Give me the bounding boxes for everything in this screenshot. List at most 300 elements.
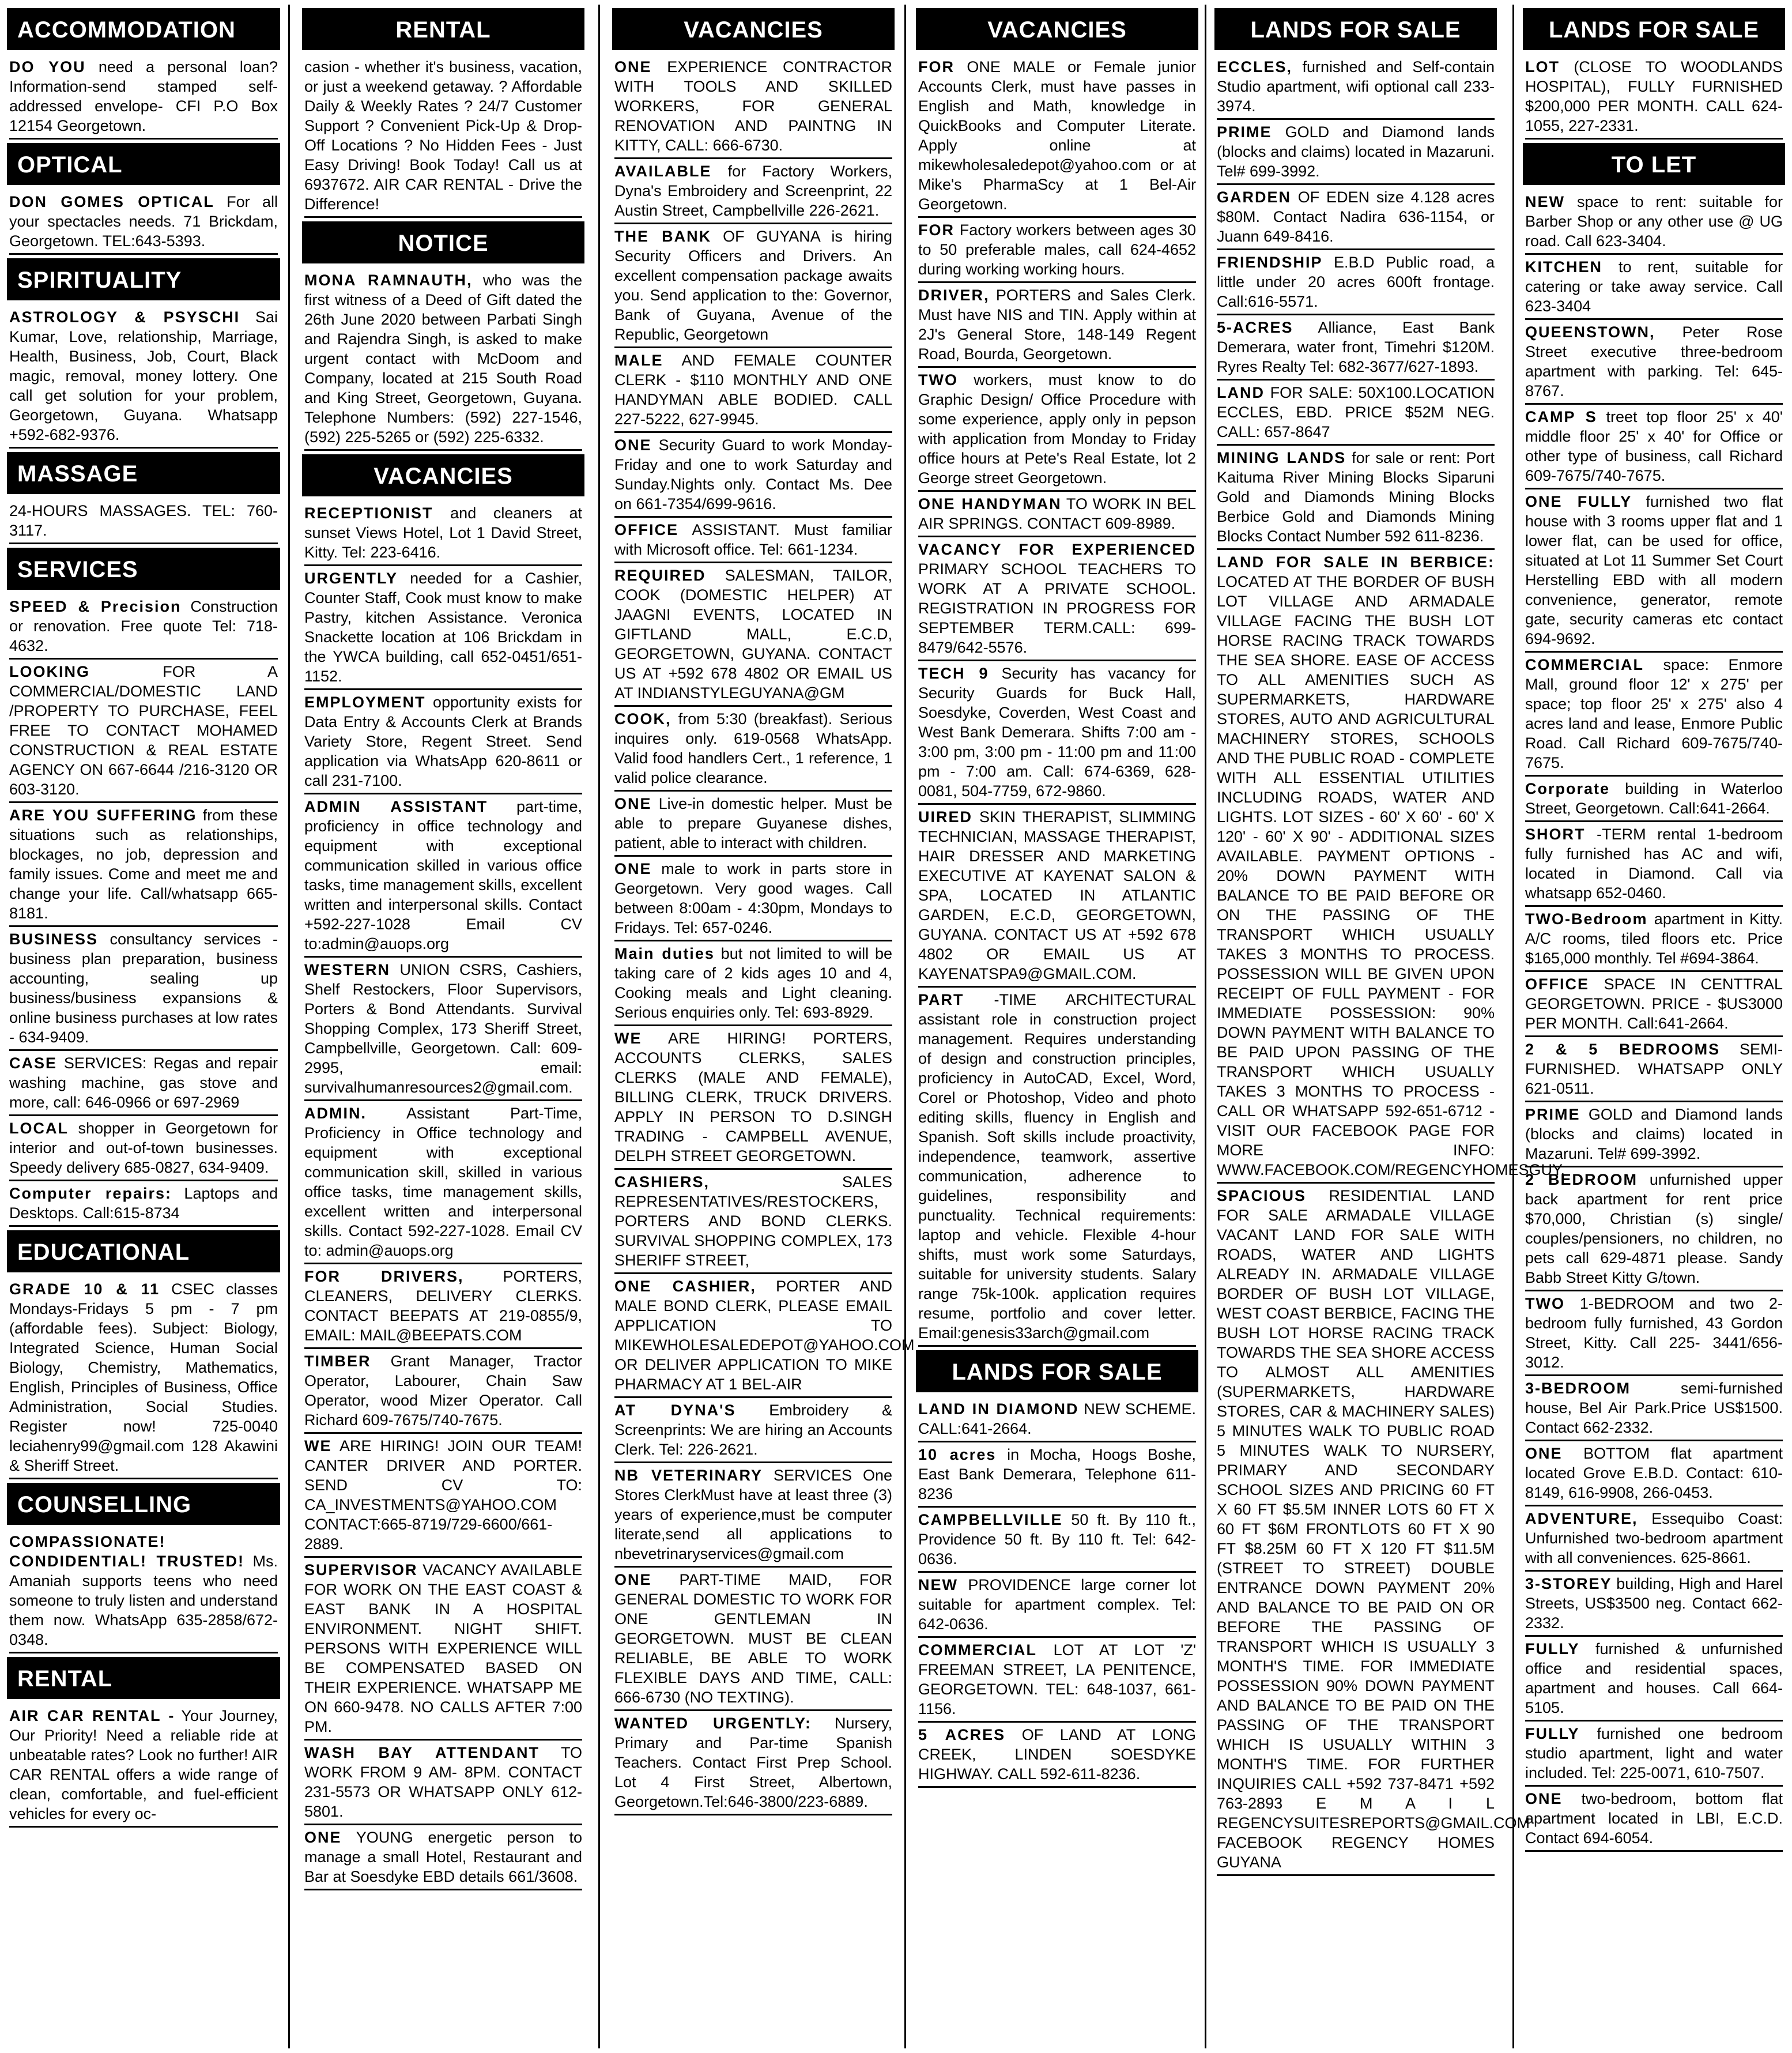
column-2 — [302, 5, 584, 1890]
classified-ad — [1217, 120, 1495, 185]
section-header: TO LET — [1523, 143, 1785, 185]
classified-ad — [1525, 972, 1783, 1037]
classified-ad — [918, 1723, 1196, 1788]
classified-ad — [304, 55, 582, 218]
column-rule — [904, 5, 906, 2048]
ad-text: but not limited to will be taking care of 2 kids ages 10 and 4, Cooking meals and Light cleaning. Serious enquiries only. Tel: 693-8929. — [614, 945, 893, 1021]
classified-ad — [304, 690, 582, 794]
ad-text: Embroidery & Screenprints: We are hiring an Accounts Clerk. Tel: 226-2621. — [614, 1402, 892, 1458]
classified-ad — [614, 1568, 892, 1711]
ad-lead: SHORT — [1525, 826, 1586, 843]
ad-lead: ADMIN. — [304, 1105, 367, 1122]
ad-text: casion - whether it's business, vacation, or just a weekend getaway. ? Affordable Daily & Weekly Rates ? 24/7 Customer Support ? Convenient Pick-Up & Drop-Off Locations ? No Hidden Fees - Just Easy Driving! Book Today! Call us at 6937672. AIR CAR RENTAL - Drive the Difference! — [304, 58, 582, 213]
ad-text: furnished two flat house with 3 rooms upper flat and 1 lower flat, can be used for office, situated at Lot 11 Summer Set Court Herstelling EBD with all modern convenience, generator, remote gate, security cameras etc contact 694-9692. — [1525, 493, 1783, 647]
ad-lead: ONE CASHIER, — [614, 1278, 756, 1295]
ad-lead: ONE FULLY — [1525, 493, 1632, 510]
ad-text: RESIDENTIAL LAND FOR SALE ARMADALE VILLAGE VACANT LAND FOR SALE WITH ROADS, WATER AND LIGHTS ALREADY IN. ARMADALE VILLAGE BORDER OF BUSH LOT VILLAGE, WEST COAST BERBICE, FACING THE BUSH LOT HORSE RACING TRACK TOWARDS THE SEA SHORE ACCESS TO ALMOST ALL AMENITIES (SUPERMARKETS, HARDWARE STORES, CAR & MACHINERY SALES) 5 MINUTES WALK TO PUBLIC ROAD 5 MINUTES WALK TO NURSERY, PRIMARY AND SECONDARY SCHOOL SIZES AND PRICING 60 FT X 60 FT $5.5M INNER LOTS 60 FT X 60 FT $6M FRONTLOTS 60 FT X 90 FT $8.25M 60 FT X 120 FT $11.5M (STREET TO STREET) DOUBLE ENTRANCE DOWN PAYMENT 20% AND BALANCE TO BE PAID ON OR BEFORE THE PASSING OF TRANSPORT WHICH IS USUALLY 3 MONTH'S TIME. FOR IMMEDIATE POSSESSION 90% DOWN PAYMENT AND BALANCE TO BE PAID ON THE PASSING OF THE TRANSPORT WHICH IS USUALLY WITHIN 3 MONTH'S TIME. FOR FURTHER INQUIRIES CALL +592 737-8471 +592 763-2893 E M A I L REGENCYSUITESREPORTS@GMAIL.COM FACEBOOK REGENCY HOMES GUYANA — [1217, 1187, 1530, 1871]
ad-text: furnished & unfurnished office and residential spaces, apartment and houses. Call 664-5105. — [1525, 1640, 1783, 1716]
ad-text: SERVICES: Regas and repair washing machine, gas stove and more, call: 646-0966 or 697-2969 — [9, 1054, 278, 1111]
column-rule — [1512, 5, 1514, 2048]
classified-ad — [1525, 653, 1783, 777]
classified-ad — [304, 794, 582, 958]
classified-ad — [304, 958, 582, 1101]
ad-lead: ECCLES, — [1217, 58, 1293, 76]
classified-ad — [918, 492, 1196, 537]
classified-ad — [614, 1463, 892, 1568]
classified-ad — [9, 803, 278, 927]
ad-text: shopper in Georgetown for interior and out-of-town businesses. Speedy delivery 685-0827, 634-9409. — [9, 1120, 278, 1176]
ad-lead: NB VETERINARY — [614, 1467, 763, 1484]
classified-ad — [1525, 822, 1783, 907]
classified-ad — [1217, 185, 1495, 250]
ad-lead: DO YOU — [9, 58, 86, 76]
classified-ad — [918, 537, 1196, 661]
ad-lead: ONE — [614, 860, 652, 877]
ad-text: two-bedroom, bottom flat apartment located in LBI, E.C.D. Contact 694-6054. — [1525, 1790, 1783, 1847]
ad-text: (CLOSE TO WOODLANDS HOSPITAL), FULLY FURNISHED $200,000 PER MONTH. CALL 624-1055, 227-2331. — [1525, 58, 1783, 134]
ad-lead: ONE — [304, 1829, 342, 1846]
ad-text: EXPERIENCE CONTRACTOR WITH TOOLS AND SKILLED WORKERS, FOR GENERAL RENOVATION AND PAINTNG IN KITTY, CALL: 666-6730. — [614, 58, 892, 154]
column-rule — [598, 5, 600, 2048]
ad-lead: ONE — [1525, 1790, 1563, 1807]
ad-lead: ADMIN ASSISTANT — [304, 798, 488, 815]
classified-ad — [1525, 1167, 1783, 1291]
ad-lead: Corporate — [1525, 780, 1610, 797]
ad-text: semi-furnished house, Bel Air Park.Price US$1500. Contact 662-2332. — [1525, 1380, 1783, 1436]
ad-text: in Mocha, Hoogs Boshe, East Bank Demerara, Telephone 611-8236 — [918, 1446, 1196, 1502]
ad-lead: ONE — [614, 1571, 652, 1588]
classified-ad — [9, 499, 278, 544]
ad-lead: LAND — [1217, 384, 1265, 401]
section-header: OPTICAL — [7, 143, 280, 185]
ad-lead: DRIVER, — [918, 287, 990, 304]
column-3 — [612, 5, 915, 1815]
ad-text: Laptops and Desktops. Call:615-8734 — [9, 1185, 278, 1222]
ad-text: Nursery, Primary and Par-time Spanish Teachers. Contact First Prep School. Lot 4 First Street, Albertown, Georgetown.Tel:646-3800/223-6889. — [614, 1715, 892, 1810]
ad-lead: THE BANK — [614, 228, 712, 245]
ad-text: TO WORK FROM 9 AM- 8PM. CONTACT 231-5573 OR WHATSAPP ONLY 612-5801. — [304, 1744, 582, 1820]
ad-text: building in Waterloo Street, Georgetown. Call:641-2664. — [1525, 780, 1783, 817]
ad-text: LOCATED AT THE BORDER OF BUSH LOT VILLAGE AND ARMADALE VILLAGE FACING THE BUSH LOT HORSE RACING TRACK TOWARDS THE SEA SHORE. EASE OF ACCESS TO ALL AMENITIES SUCH AS SUPERMARKETS, HARDWARE STORES, AUTO AND AGRICULTURAL MACHINERY STORES, SCHOOLS AND THE PUBLIC ROAD - COMPLETE WITH ALL ESSENTIAL UTILITIES INCLUDING ROADS, WATER AND LIGHTS. LOT SIZES - 60' X 60' - 60' X 120' - 60' X 90' - ADDITIONAL SIZES AVAILABLE. PAYMENT OPTIONS - 20% DOWN PAYMENT WITH BALANCE TO BE PAID BEFORE OR ON THE PASSING OF THE TRANSPORT WHICH USUALLY TAKES 3 MONTHS TO PROCESS. POSSESSION WILL BE GIVEN UPON RECEIPT OF FULL PAYMENT - FOR IMMEDIATE POSSESSION: 90% DOWN PAYMENT WITH BALANCE TO BE PAID UPON PASSING OF THE TRANSPORT WHICH USUALLY TAKES 3 MONTHS TO PROCESS - CALL OR WHATSAPP 592-651-6712 - VISIT OUR FACEBOOK PAGE FOR MORE INFO: WWW.FACEBOOK.COM/REGENCYHOMESGUY. — [1217, 573, 1565, 1178]
ad-text: UNION CSRS, Cashiers, Shelf Restockers, Floor Supervisors, Porters & Bond Attendants. Survival Shopping Complex, 173 Sheriff Street, Campbellville, Georgetown. Call: 609-2995, email: survivalhumanresources2@gmail.com. — [304, 961, 582, 1096]
column-rule — [288, 5, 290, 2048]
ad-text: ARE HIRING! PORTERS, ACCOUNTS CLERKS, SALES CLERKS (MALE AND FEMALE), BILLING CLERK, TRUCK DRIVERS. APPLY IN PERSON TO D.SINGH TRADING - CAMPBELL AVENUE, DELPH STREET GEORGETOWN. — [614, 1030, 892, 1165]
classified-ad — [1525, 55, 1783, 140]
ad-text: 24-HOURS MASSAGES. TEL: 760-3117. — [9, 502, 278, 539]
ad-lead: CAMPBELLVILLE — [918, 1511, 1063, 1528]
ad-lead: COMMERCIAL — [918, 1641, 1037, 1659]
classified-ad — [918, 1638, 1196, 1723]
ad-text: Construction or renovation. Free quote Tel: 718-4632. — [9, 598, 278, 654]
ad-text: building, High and Harel Streets, US$3500 neg. Contact 662-2332. — [1525, 1575, 1783, 1632]
ad-text: PART-TIME MAID, FOR GENERAL DOMESTIC TO WORK FOR ONE GENTLEMAN IN GEORGETOWN. MUST BE CLEAN RELIABLE, BE ABLE TO WORK FLEXIBLE DAYS AND TIME, CALL: 666-6730 (NO TEXTING). — [614, 1571, 892, 1706]
ad-text: PRIMARY SCHOOL TEACHERS TO WORK AT A PRIVATE SCHOOL. REGISTRATION IN PROGRESS FOR SEPTEMBER TERM.CALL: 699-8479/642-5576. — [918, 560, 1196, 656]
section-header: VACANCIES — [302, 454, 584, 496]
ad-text: need a personal loan? Information-send stamped self-addressed envelope- CFI P.O Box 12154 Georgetown. — [9, 58, 278, 134]
ad-lead: WE — [304, 1437, 332, 1455]
classified-ad — [614, 433, 892, 518]
ad-lead: PART — [918, 991, 964, 1008]
classified-ad — [1525, 1291, 1783, 1376]
classified-ad — [1525, 320, 1783, 405]
ad-text: Assistant Part-Time, Proficiency in Office technology and equipment with exceptional communication skill, skilled in various office tasks, time management skills, excellent written and interpersonal skills. Contact 592-227-1028. Email CV to: admin@auops.org — [304, 1105, 582, 1259]
ad-text: ONE MALE or Female junior Accounts Clerk, must have passes in English and Math, knowledge in QuickBooks and Computer Literate. Apply online at mikewholesaledepot@yahoo.com or at Mike's PharmaScy at 1 Bel-Air Georgetown. — [918, 58, 1196, 213]
classified-ad — [1525, 489, 1783, 653]
ad-lead: 5 ACRES — [918, 1726, 1006, 1743]
classified-ad — [1525, 1787, 1783, 1852]
classified-ad — [9, 1277, 278, 1479]
ad-lead: TIMBER — [304, 1353, 371, 1370]
ad-lead: ONE — [1525, 1445, 1563, 1462]
ad-lead: CASHIERS, — [614, 1173, 710, 1191]
ad-lead: WE — [614, 1030, 642, 1047]
classified-ad — [614, 1274, 915, 1398]
classified-ad — [1217, 55, 1495, 120]
section-header: MASSAGE — [7, 452, 280, 494]
ad-text: PORTERS, CLEANERS, DELIVERY CLERKS. CONTACT BEEPATS AT 219-0855/9, EMAIL: MAIL@BEEPATS.COM — [304, 1268, 582, 1344]
classified-ad — [304, 501, 582, 566]
ad-text: SERVICES One Stores ClerkMust have at least three (3) years of experience,must be computer literate,send all applications to nbevetrinaryservices@gmail.com — [614, 1467, 892, 1562]
section-header: RENTAL — [302, 8, 584, 50]
ad-lead: ONE — [614, 795, 652, 812]
classified-ad — [304, 1741, 582, 1825]
ad-lead: MINING LANDS — [1217, 449, 1346, 466]
classified-ad — [1525, 1441, 1783, 1506]
ad-text: part-time, proficiency in office technology and equipment with exceptional communication skilled in various office tasks, time management skills, excellent written and interpersonal skills. Contact +592-227-1028 Email CV to:admin@auops.org — [304, 798, 582, 952]
ad-text: SALES REPRESENTATIVES/RESTOCKERS, PORTERS AND BOND CLERKS. SURVIVAL SHOPPING COMPLEX, 173 SHERIFF STREET, — [614, 1173, 892, 1269]
ad-lead: OFFICE — [614, 521, 678, 538]
section-header: EDUCATIONAL — [7, 1230, 280, 1272]
ad-text: treet top floor 25' x 40' middle floor 25' x 40' for Office or other type of business, call Richard 609-7675/740-7675. — [1525, 408, 1783, 484]
ad-text: space to rent: suitable for Barber Shop or any other use @ UG road. Call 623-3404. — [1525, 193, 1783, 250]
ad-lead: LOT — [1525, 58, 1560, 76]
ad-text: PROVIDENCE large corner lot suitable for apartment complex. Tel: 642-0636. — [918, 1576, 1196, 1633]
ad-text: consultancy services - business plan preparation, business accounting, sealing up business/business expansions & online business purchases at low rates - 634-9409. — [9, 931, 278, 1046]
ad-lead: 5-ACRES — [1217, 319, 1293, 336]
classified-ad — [1525, 1376, 1783, 1441]
ad-lead: MALE — [614, 352, 663, 369]
ad-text: E.B.D Public road, a little under 20 acres 600ft frontage. Call:616-5571. — [1217, 254, 1495, 310]
classified-ad — [9, 305, 278, 449]
ad-text: Peter Rose Street executive three-bedroom apartment with parking. Tel: 645-8767. — [1525, 323, 1783, 400]
classified-ad — [1217, 250, 1495, 315]
ad-text: CSEC classes Mondays-Fridays 5 pm - 7 pm (affordable fees). Subject: Biology, Integrated Science, Human Social Biology, Chemistry, Mathematics, English, Principles of Business, Office Administration, Social Studies. Register now! 725-0040 leciahenry99@gmail.com 128 Akawini & Sheriff Street. — [9, 1280, 278, 1474]
section-header: ACCOMMODATION — [7, 8, 280, 50]
ad-text: needed for a Cashier, Counter Staff, Cook must know to make Pastry, kitchen Assistance. Veronica Snackette location at 106 Brickdam in the YWCA building, call 652-0451/651-1152. — [304, 570, 582, 685]
ad-lead: TWO-Bedroom — [1525, 910, 1648, 928]
ad-lead: LOOKING — [9, 663, 90, 680]
ad-text: Ms. Amaniah supports teens who need someone to truly listen and understand them now. WhatsApp 635-2858/672-0348. — [9, 1553, 278, 1648]
ad-lead: LAND FOR SALE IN BERBICE: — [1217, 553, 1495, 571]
ad-lead: KITCHEN — [1525, 258, 1602, 276]
ad-text: LOT AT LOT 'Z' FREEMAN STREET, LA PENITENCE, GEORGETOWN. TEL: 648-1037, 661-1156. — [918, 1641, 1196, 1717]
classified-ad — [614, 348, 892, 433]
ad-lead: URGENTLY — [304, 570, 398, 587]
section-header: SPIRITUALITY — [7, 258, 280, 300]
ad-lead: 3-BEDROOM — [1525, 1380, 1631, 1397]
ad-text: for sale or rent: Port Kaituma River Mining Blocks Siparuni Gold and Diamonds Mining Blocks Berbice Gold and Diamonds Mining Blocks Contact Number 592 611-8236. — [1217, 449, 1495, 545]
ad-lead: COMPASSIONATE! CONDIDENTIAL! TRUSTED! — [9, 1533, 244, 1570]
classified-ad — [614, 224, 892, 348]
classified-ad — [918, 805, 1196, 988]
ad-text: and cleaners at sunset Views Hotel, Lot 1 David Street, Kitty. Tel: 223-6416. — [304, 504, 582, 561]
classified-ad — [304, 1349, 582, 1434]
classified-ad — [304, 268, 582, 451]
classified-ad — [1525, 1721, 1783, 1787]
ad-text: apartment in Kitty. A/C rooms, tiled floors etc. Price $165,000 monthly. Tel #694-3864. — [1525, 910, 1783, 967]
ad-lead: COOK, — [614, 710, 671, 728]
ad-lead: DON GOMES OPTICAL — [9, 193, 214, 210]
section-header: NOTICE — [302, 221, 584, 263]
classified-ad — [918, 661, 1196, 805]
classified-ad — [1217, 315, 1495, 381]
ad-text: Grant Manager, Tractor Operator, Labourer, Chain Saw Operator, wood Mizer Operator. Call Richard 609-7675/740-7675. — [304, 1353, 582, 1429]
ad-text: Security has vacancy for Security Guards for Buck Hall, Soesdyke, Coverden, West Coast and West Bank Demerara. Shifts 7:00 am - 3:00 pm, 3:00 pm - 11:00 pm and 11:00 pm - 7:00 am. Call: 674-6369, 628-0081, 504-7759, 672-9860. — [918, 665, 1196, 800]
ad-text: For all your spectacles needs. 71 Brickdam, Georgetown. TEL:643-5393. — [9, 193, 278, 250]
classified-ad — [9, 1530, 278, 1653]
classified-ad — [614, 857, 892, 941]
ad-text: PORTER AND MALE BOND CLERK, PLEASE EMAIL APPLICATION TO MIKEWHOLESALEDEPOT@YAHOO.COM OR DELIVER APPLICATION TO MIKE PHARMACY AT 1 BEL-AIR — [614, 1278, 915, 1393]
ad-lead: QUEENSTOWN, — [1525, 323, 1655, 341]
ad-text: OF GUYANA is hiring Security Officers and Drivers. An excellent compensation package awaits you. Send application to the: Governor, Bank of Guyana, Avenue of the Republic, Georgetown — [614, 228, 892, 343]
ad-lead: WANTED URGENTLY: — [614, 1715, 812, 1732]
classified-ad — [918, 1442, 1196, 1508]
ad-text: to rent, suitable for catering or take away service. Call 623-3404 — [1525, 258, 1783, 315]
ad-text: 50 ft. By 110 ft., Providence 50 ft. By 110 ft. Tel: 642-0636. — [918, 1511, 1196, 1568]
classified-ad — [918, 218, 1196, 283]
column-6 — [1523, 5, 1785, 1852]
ad-lead: 2 & 5 BEDROOMS — [1525, 1041, 1721, 1058]
ad-lead: ARE YOU SUFFERING — [9, 807, 197, 824]
classified-ad — [918, 988, 1196, 1347]
ad-text: OF EDEN size 4.128 acres $80M. Contact Nadira 636-1154, or Juann 649-8416. — [1217, 189, 1495, 245]
ad-lead: LOCAL — [9, 1120, 69, 1137]
ad-lead: FOR DRIVERS, — [304, 1268, 464, 1285]
classified-ad — [1525, 1637, 1783, 1721]
classified-ad — [304, 1825, 582, 1890]
classified-ad — [304, 566, 582, 690]
classified-ad — [1525, 1572, 1783, 1637]
ad-lead: BUSINESS — [9, 931, 99, 948]
classified-ad — [304, 1101, 582, 1264]
ad-text: OF LAND AT LONG CREEK, LINDEN SOESDYKE HIGHWAY. CALL 592-611-8236. — [918, 1726, 1196, 1783]
ad-text: space: Enmore Mall, ground floor 12' x 275' per space; top floor 25' x 275' also 4 acres land and lease, Enmore Public Road. Call Richard 609-7675/740-7675. — [1525, 656, 1783, 771]
ad-text: workers, must know to do Graphic Design/ Office Procedure with some experience, apply only in pepson with application from Monday to Friday office hours at Pete's Real Estate, lot 2 George street Georgetown. — [918, 371, 1196, 487]
ad-lead: ONE HANDYMAN — [918, 495, 1062, 513]
ad-lead: TWO — [918, 371, 958, 389]
ad-lead: FOR — [918, 221, 955, 239]
ad-text: 1-BEDROOM and two 2-bedroom fully furnished, 43 Gordon Street, Kitty. Call 225- 3441/656-3012. — [1525, 1295, 1783, 1371]
ad-lead: GARDEN — [1217, 189, 1292, 206]
classified-ad — [9, 1116, 278, 1181]
classified-ad — [1525, 1037, 1783, 1102]
classified-ad — [1217, 1184, 1530, 1876]
ad-text: Live-in domestic helper. Must be able to prepare Guyanese dishes, patient, able to interact with children. — [614, 795, 892, 852]
classified-ad — [1525, 1102, 1783, 1167]
ad-lead: FULLY — [1525, 1640, 1580, 1658]
ad-lead: 10 acres — [918, 1446, 997, 1463]
ad-lead: ONE — [614, 58, 652, 76]
ad-text: Sai Kumar, Love, relationship, Marriage, Health, Business, Job, Court, Black magic, removal, money lottery. One call get solution for your problem, Georgetown, Guyana. Whatsapp +592-682-9376. — [9, 308, 278, 443]
ad-lead: AT DYNA'S — [614, 1402, 736, 1419]
ad-lead: NEW — [918, 1576, 958, 1594]
ad-text: VACANCY AVAILABLE FOR WORK ON THE EAST COAST & EAST BANK IN A HOSPITAL ENVIRONMENT. NIGHT SHIFT. PERSONS WITH EXPERIENCE WILL BE COMPENSATED BASED ON THEIR EXPERIENCE. WHATSAPP ME ON 660-9478. NO CALLS AFTER 7:00 PM. — [304, 1561, 582, 1735]
section-header: LANDS FOR SALE — [1523, 8, 1785, 50]
ad-lead: WESTERN — [304, 961, 390, 978]
ad-text: FOR A COMMERCIAL/DOMESTIC LAND /PROPERTY TO PURCHASE, FEEL FREE TO CONTACT MOHAMED CONSTRUCTION & REAL ESTATE AGENCY ON 667-6644 /216-3120 OR 603-3120. — [9, 663, 278, 798]
classified-ad — [1217, 446, 1495, 550]
column-4 — [916, 5, 1198, 1788]
classified-ad — [614, 1711, 892, 1815]
ad-text: PORTERS and Sales Clerk. Must have NIS and TIN. Apply within at 2J's General Store, 148-149 Regent Road, Bourda, Georgetown. — [918, 287, 1196, 363]
ad-text: AND FEMALE COUNTER CLERK - $110 MONTHLY AND ONE HANDYMAN ABLE BODIED. CALL 227-5222, 627-9945. — [614, 352, 892, 428]
classified-ad — [918, 368, 1196, 492]
classified-ad — [614, 941, 892, 1026]
ad-text: from 5:30 (breakfast). Serious inquires only. 619-0568 WhatsApp. Valid food handlers Cert., 1 reference, 1 valid police clearance. — [614, 710, 892, 786]
ad-lead: MONA RAMNAUTH, — [304, 272, 473, 289]
ad-text: SPACE IN CENTTRAL GEORGETOWN. PRICE - $US3000 PER MONTH. Call:641-2664. — [1525, 975, 1783, 1032]
ad-lead: RECEPTIONIST — [304, 504, 433, 522]
classified-ad — [9, 1704, 278, 1828]
classified-ad — [9, 927, 278, 1051]
ad-lead: 3-STOREY — [1525, 1575, 1612, 1592]
classified-ad — [918, 1508, 1196, 1573]
ad-lead: AIR CAR RENTAL - — [9, 1707, 175, 1724]
classified-ad — [614, 707, 892, 792]
ad-lead: VACANCY FOR EXPERIENCED — [918, 541, 1196, 558]
ad-lead: Computer repairs: — [9, 1185, 172, 1202]
ad-text: NEW SCHEME. CALL:641-2664. — [918, 1400, 1196, 1437]
ad-lead: CASE — [9, 1054, 58, 1072]
ad-lead: ASTROLOGY & PSYSCHI — [9, 308, 240, 326]
section-header: LANDS FOR SALE — [916, 1350, 1198, 1392]
section-header: VACANCIES — [612, 8, 895, 50]
ad-text: for Factory Workers, Dyna's Embroidery and Screenprint, 22 Austin Street, Campbellville 226-2621. — [614, 163, 892, 219]
ad-lead: 2 BEDROOM — [1525, 1171, 1638, 1188]
ad-text: male to work in parts store in Georgetown. Very good wages. Call between 8:00am - 4:30pm, Mondays to Fridays. Tel: 657-0246. — [614, 860, 892, 936]
ad-lead: SPACIOUS — [1217, 1187, 1307, 1204]
classified-ad — [9, 55, 278, 140]
ad-text: YOUNG energetic person to manage a small Hotel, Restaurant and Bar at Soesdyke EBD details 661/3608. — [304, 1829, 582, 1885]
classified-ad — [1525, 1506, 1783, 1572]
section-header: LANDS FOR SALE — [1214, 8, 1497, 50]
classified-ad — [614, 563, 892, 707]
classified-ad — [1525, 190, 1783, 255]
classified-ad — [614, 1398, 892, 1463]
ad-text: Factory workers between ages 30 to 50 preferable males, call 624-4652 during working working hours. — [918, 221, 1196, 278]
column-1 — [7, 5, 280, 1828]
classified-ad — [1217, 381, 1495, 446]
ad-lead: SPEED & Precision — [9, 598, 182, 615]
ad-lead: GRADE 10 & 11 — [9, 1280, 160, 1298]
ad-lead: REQUIRED — [614, 567, 706, 584]
ad-lead: TWO — [1525, 1295, 1565, 1312]
classified-ad — [304, 1434, 582, 1558]
ad-text: TO WORK IN BEL AIR SPRINGS. CONTACT 609-8989. — [918, 495, 1196, 532]
ad-lead: WASH BAY ATTENDANT — [304, 1744, 540, 1761]
classified-ad — [9, 1051, 278, 1116]
ad-lead: PRIME — [1525, 1106, 1580, 1123]
ad-text: SALESMAN, TAILOR, COOK (DOMESTIC HELPER) AT JAAGNI EVENTS, LOCATED IN GIFTLAND MALL, E.C.D, GEORGETOWN, GUYANA. CONTACT US AT +592 678 4802 OR EMAIL US AT INDIANSTYLEGUYANA@GM — [614, 567, 892, 702]
classified-ad — [1525, 907, 1783, 972]
classified-ad — [304, 1558, 582, 1741]
ad-lead: OFFICE — [1525, 975, 1589, 993]
ad-text: -TERM rental 1-bedroom fully furnished has AC and wifi, located in Diamond. Call via whatsapp 652-0460. — [1525, 826, 1783, 902]
ad-text: from these situations such as relationships, blockages, no job, depression and family issues. Come and meet me and change your life. Call/whatsapp 665-8181. — [9, 807, 278, 922]
ad-text: furnished one bedroom studio apartment, light and water included. Tel: 225-0071, 610-7507. — [1525, 1725, 1783, 1781]
ad-lead: FOR — [918, 58, 955, 76]
classified-ad — [614, 1170, 892, 1274]
classified-ad — [1525, 777, 1783, 822]
ad-text: Essequibo Coast: Unfurnished two-bedroom apartment with all conveniences. 625-8661. — [1525, 1510, 1783, 1566]
classified-ad — [9, 190, 278, 255]
ad-text: Security Guard to work Monday-Friday and one to work Saturday and Sunday.Nights only. Contact Ms. Dee on 661-7354/699-9616. — [614, 436, 892, 513]
ad-lead: UIRED — [918, 808, 973, 826]
ad-text: Your Journey, Our Priority! Need a reliable ride at unbeatable rates? Look no further! AIR CAR RENTAL offers a wide range of clean, comfortable, and fuel-efficient vehicles for every oc- — [9, 1707, 278, 1822]
ad-lead: COMMERCIAL — [1525, 656, 1644, 673]
classified-ad — [614, 518, 892, 563]
ad-lead: FULLY — [1525, 1725, 1580, 1742]
ad-lead: FRIENDSHIP — [1217, 254, 1323, 271]
ad-lead: AVAILABLE — [614, 163, 712, 180]
classified-ad — [918, 55, 1196, 218]
column-rule — [1205, 5, 1206, 2048]
ad-text: who was the first witness of a Deed of Gift dated the 26th June 2020 between Parbati Singh and Rajendra Singh, is asked to make urgent contact with McDoom and Company, located at 215 South Road and King Street, Georgetown, Guyana. Telephone Numbers: (592) 227-1546, (592) 225-5265 or (592) 225-6332. — [304, 272, 582, 446]
classified-ad — [9, 660, 278, 803]
classified-ad — [918, 1573, 1196, 1638]
ad-text: opportunity exists for Data Entry & Accounts Clerk at Brands Variety Store, Regent Street. Send application via WhatsApp 620-8611 or call 231-7100. — [304, 694, 582, 789]
ad-text: ARE HIRING! JOIN OUR TEAM! CANTER DRIVER AND PORTER. SEND CV TO: CA_INVESTMENTS@YAHOO.COM CONTACT:665-8719/729-6600/661-2889. — [304, 1437, 582, 1553]
classified-ad — [918, 1397, 1196, 1442]
classified-ad — [614, 792, 892, 857]
ad-lead: CAMP S — [1525, 408, 1597, 425]
ad-lead: PRIME — [1217, 123, 1272, 141]
classified-ad — [9, 1181, 278, 1227]
ad-lead: NEW — [1525, 193, 1565, 210]
ad-lead: ONE — [614, 436, 652, 454]
ad-lead: SUPERVISOR — [304, 1561, 418, 1579]
section-header: COUNSELLING — [7, 1483, 280, 1525]
ad-lead: LAND IN DIAMOND — [918, 1400, 1079, 1418]
ad-text: SKIN THERAPIST, SLIMMING TECHNICIAN, MASSAGE THERAPIST, HAIR DRESSER AND MARKETING EXECUTIVE AT KAYENAT SALON & SPA, LOCATED IN ATLANTIC GARDEN, E.C.D, GEORGETOWN, GUYANA. CONTACT US AT +592 678 4802 OR EMAIL US AT KAYENATSPA9@GMAIL.COM. — [918, 808, 1196, 982]
ad-text: unfurnished upper back apartment for rent price $70,000, Christian (s) single/ couples/pensioners, no children, no pets call 629-4871 please. Sandy Babb Street Kitty G/town. — [1525, 1171, 1783, 1286]
classified-ad — [614, 159, 892, 224]
section-header: SERVICES — [7, 548, 280, 590]
classified-ad — [1525, 255, 1783, 320]
classified-ad — [614, 55, 892, 159]
ad-lead: ADVENTURE, — [1525, 1510, 1638, 1527]
ad-text: ASSISTANT. Must familiar with Microsoft office. Tel: 661-1234. — [614, 521, 893, 558]
classified-ad — [918, 283, 1196, 368]
classified-ad — [9, 594, 278, 660]
section-header: RENTAL — [7, 1657, 280, 1699]
classified-ad — [1525, 405, 1783, 489]
ad-text: -TIME ARCHITECTURAL assistant role in construction project management. Requires understanding of design and construction principles, proficiency in AutoCAD, Excel, Word, Corel or Photoshop, Video and photo editing skills, fluency in English and Spanish. Soft skills include proactivity, independence, teamwork, assertive communication, adherence to guidelines, responsibility and punctuality. Technical requirements: laptop and vehicle. Flexible 4-hour shifts, must work some Saturdays, suitable for university students. Salary range 75k-100k. application requires resume, portfolio and cover letter. Email:genesis33arch@gmail.com — [918, 991, 1196, 1342]
ad-lead: TECH 9 — [918, 665, 989, 682]
ad-text: furnished and Self-contain Studio apartment, wifi optional call 233-3974. — [1217, 58, 1495, 115]
classified-ad — [614, 1026, 892, 1170]
ad-lead: Main duties — [614, 945, 715, 962]
ad-text: Alliance, East Bank Demerara, water front, Timehri $120M. Ryres Realty Tel: 682-3677/627-1893. — [1217, 319, 1495, 375]
ad-lead: EMPLOYMENT — [304, 694, 426, 711]
ad-text: GOLD and Diamond lands (blocks and claims) located in Mazaruni. Tel# 699-3992. — [1217, 123, 1495, 180]
classified-ad — [304, 1264, 582, 1349]
ad-text: BOTTOM flat apartment located Grove E.B.D. Contact: 610-8149, 616-9908, 266-0453. — [1525, 1445, 1783, 1501]
section-header: VACANCIES — [916, 8, 1198, 50]
ad-text: SEMI-FURNISHED. WHATSAPP ONLY 621-0511. — [1525, 1041, 1783, 1097]
ad-text: GOLD and Diamond lands (blocks and claims) located in Mazaruni. Tel# 699-3992. — [1525, 1106, 1783, 1162]
ad-text: FOR SALE: 50X100.LOCATION ECCLES, EBD. PRICE $52M NEG. CALL: 657-8647 — [1217, 384, 1495, 440]
